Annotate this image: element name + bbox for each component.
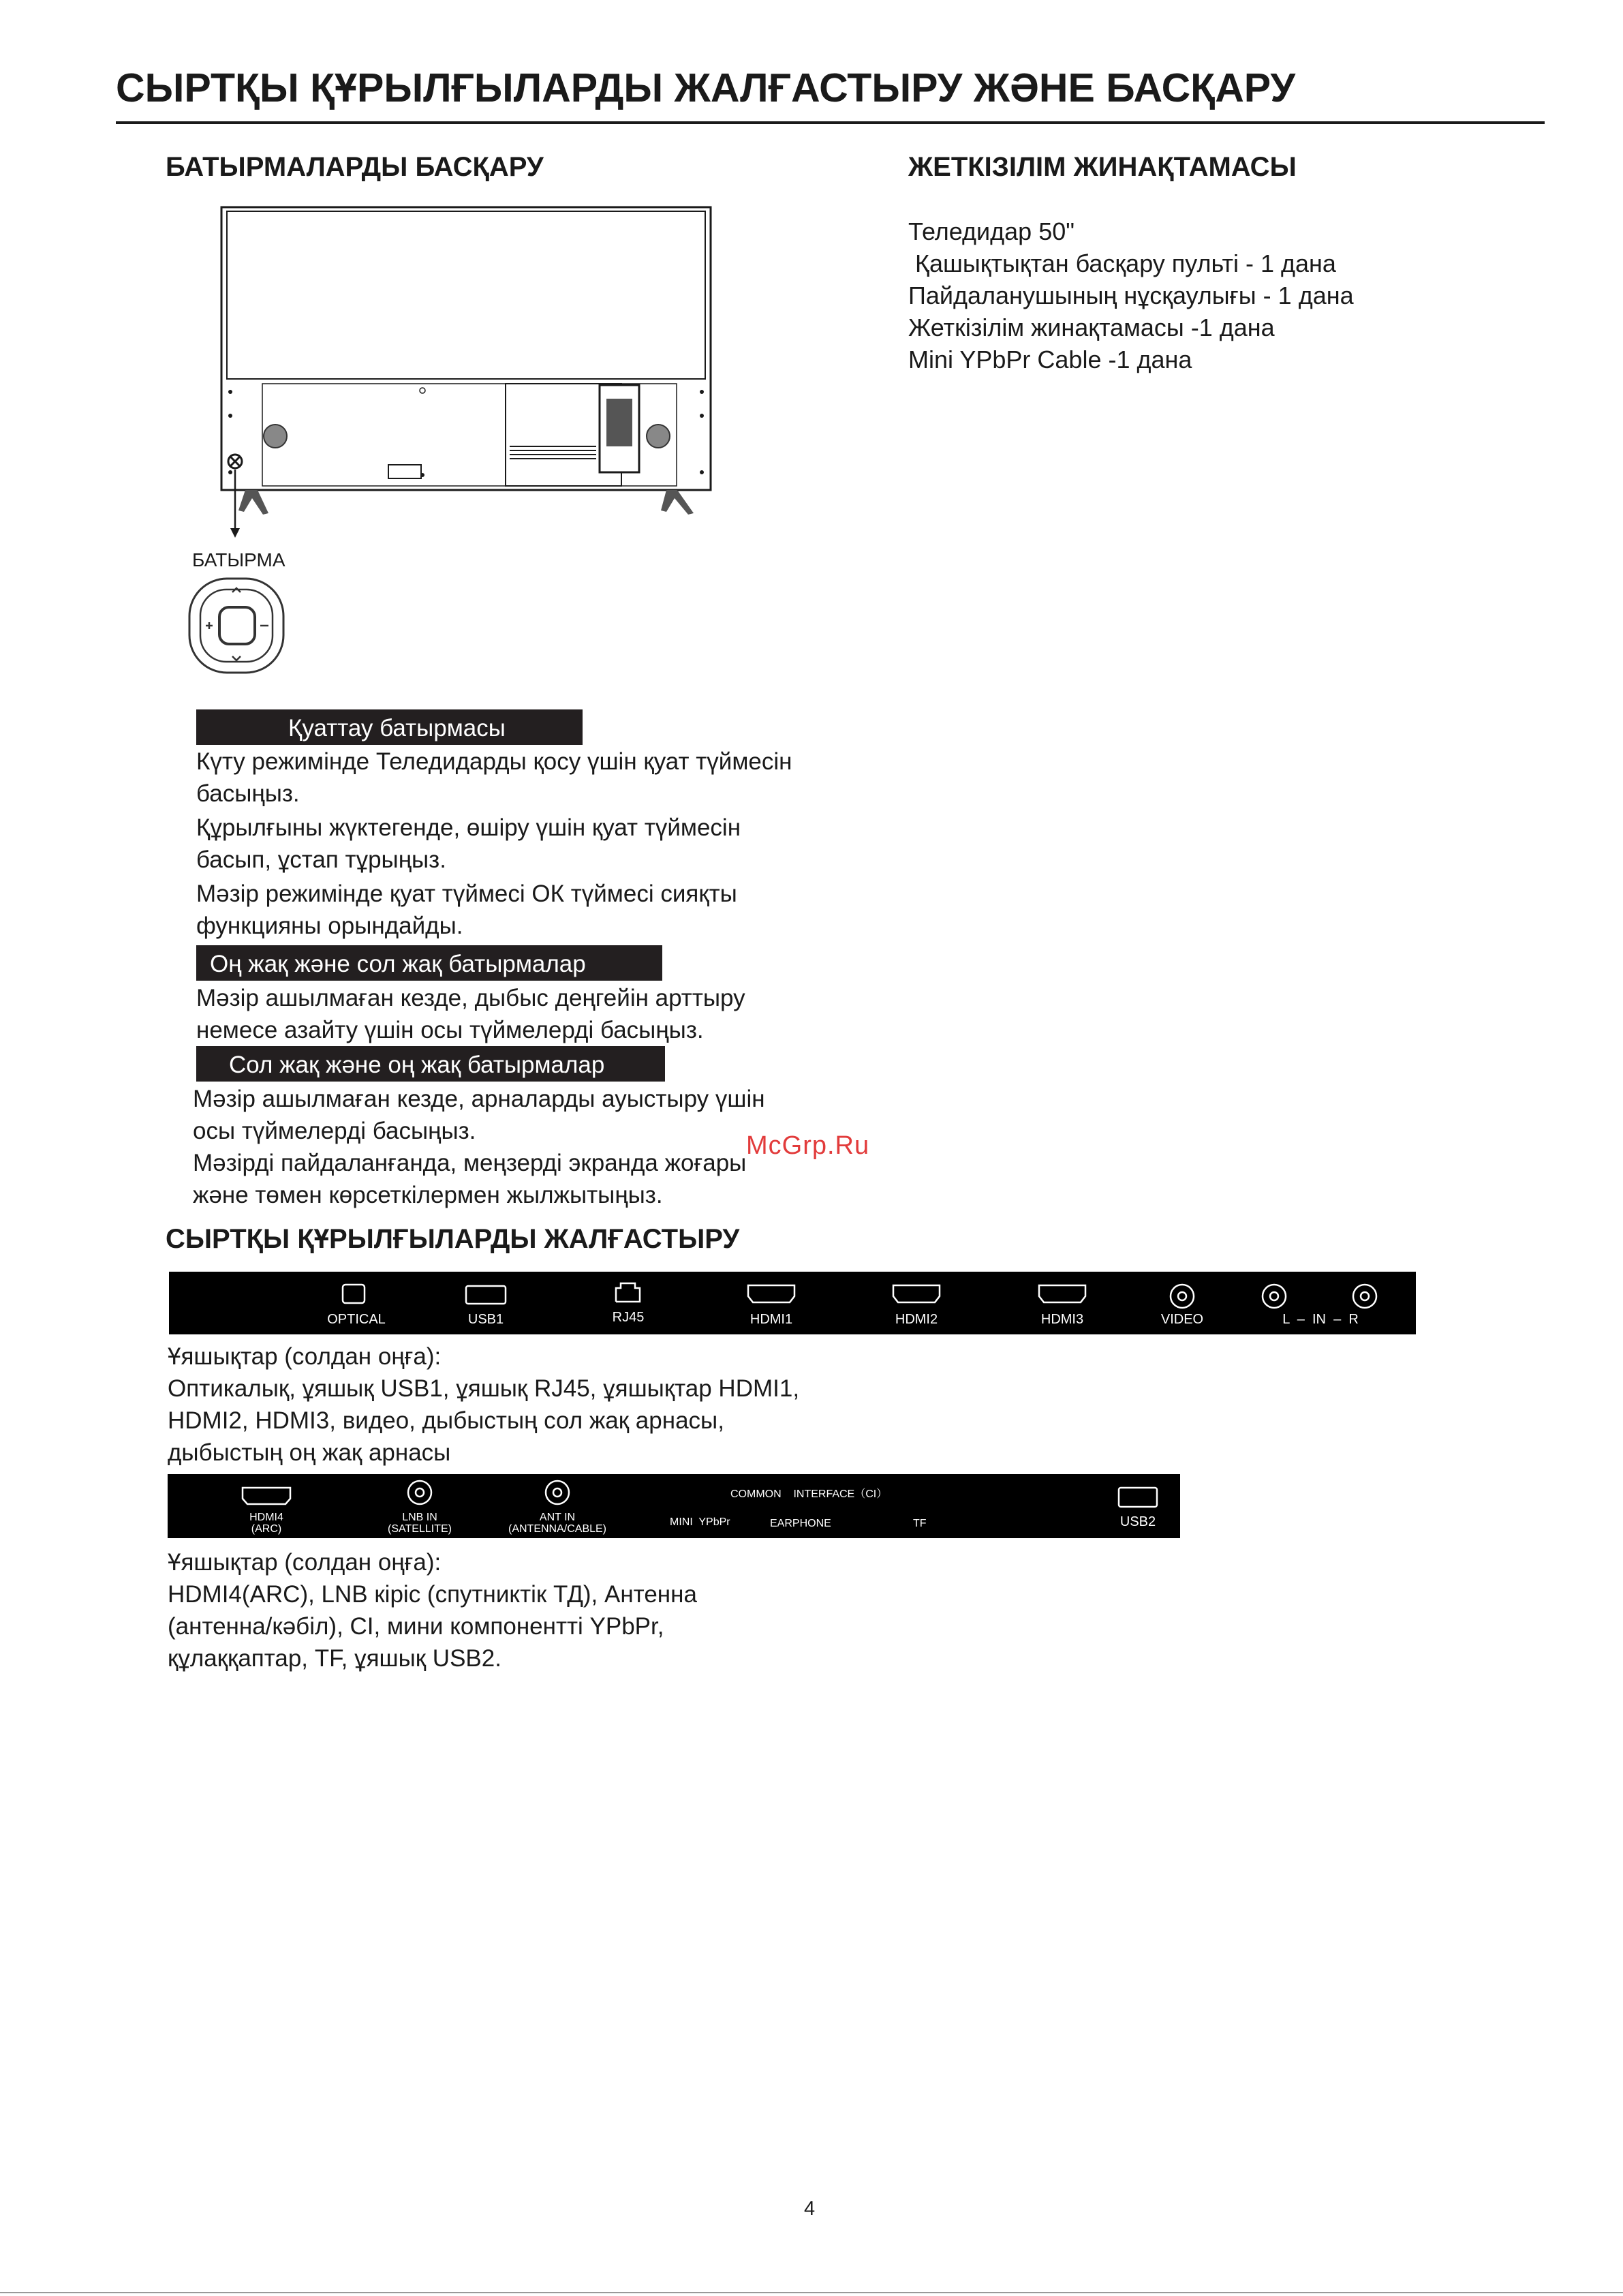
hdmi4-label-line2: (ARC) bbox=[251, 1523, 282, 1535]
left-right-desc-line4: және төмен көрсеткілермен жылжытыңыз. bbox=[193, 1182, 663, 1208]
panel1-desc-line1: Ұяшықтар (солдан оңға): bbox=[168, 1343, 442, 1370]
delivery-item: Қашықтықтан басқару пульті - 1 дана bbox=[908, 249, 1336, 277]
left-right-desc-line2: осы түймелерді басыңыз. bbox=[193, 1118, 476, 1144]
power-desc-3 bbox=[196, 878, 737, 942]
power-desc-3-line2: функцияны орындайды. bbox=[196, 913, 463, 939]
power-desc-1 bbox=[196, 746, 792, 810]
hdmi3-port-label: HDMI3 bbox=[1040, 1312, 1084, 1327]
hdmi4-port-label bbox=[232, 1512, 300, 1535]
left-right-buttons-heading bbox=[196, 1046, 665, 1082]
usb2-port-label: USB2 bbox=[1119, 1514, 1156, 1529]
mini-ypbpr-port-label: MINI YPbPr bbox=[670, 1516, 730, 1528]
panel1-desc-line2: Оптикалық, ұяшық USB1, ұяшық RJ45, ұяшықтар HDMI1, bbox=[168, 1375, 800, 1402]
button-caption: БАТЫРМА bbox=[192, 549, 285, 570]
delivery-list bbox=[908, 215, 1354, 376]
delivery-section-title: ЖЕТКІЗІЛІМ ЖИНАҚТАМАСЫ bbox=[908, 152, 1297, 182]
ant-label-line2: (ANTENNA/CABLE) bbox=[508, 1523, 607, 1535]
left-right-buttons-heading-text: Сол жақ және оң жақ батырмалар bbox=[229, 1052, 605, 1078]
tf-slot-label: TF bbox=[913, 1518, 927, 1529]
left-right-desc bbox=[193, 1083, 765, 1211]
power-button-heading bbox=[196, 709, 583, 745]
panel2-desc-line1: Ұяшықтар (солдан оңға): bbox=[168, 1549, 442, 1576]
lnb-label-line2: (SATELLITE) bbox=[388, 1523, 452, 1535]
joystick-button-icon bbox=[185, 575, 288, 677]
ant-in-port-label bbox=[499, 1512, 615, 1535]
ci-slot-label: COMMON INTERFACE（CI） bbox=[730, 1488, 888, 1500]
audio-in-port-label: L – IN – R bbox=[1282, 1312, 1359, 1327]
power-desc-3-line1: Мәзір режимінде қуат түймесі ОК түймесі сияқты bbox=[196, 881, 737, 907]
panel2-desc-line4: құлаққаптар, TF, ұяшық USB2. bbox=[168, 1645, 501, 1672]
panel2-description bbox=[168, 1546, 697, 1674]
left-right-desc-line1: Мәзір ашылмаған кезде, арналарды ауыстыру үшін bbox=[193, 1086, 765, 1112]
power-button-heading-text: Қуаттау батырмасы bbox=[288, 715, 506, 741]
rj45-port-label: RJ45 bbox=[612, 1310, 645, 1325]
power-desc-1-line2: басыңыз. bbox=[196, 780, 300, 807]
panel2-desc-line3: (антенна/кәбіл), CI, мини компонентті YPbPr, bbox=[168, 1613, 664, 1640]
right-left-desc-line1: Мәзір ашылмаған кезде, дыбыс деңгейін арттыру bbox=[196, 985, 745, 1011]
panel1-description bbox=[168, 1341, 799, 1469]
panel2-desc-line2: HDMI4(ARC), LNB кіріс (спутниктік ТД), Антенна bbox=[168, 1581, 697, 1608]
watermark: McGrp.Ru bbox=[746, 1131, 870, 1160]
side-port-icons bbox=[168, 1474, 1180, 1538]
side-port-panel bbox=[168, 1474, 1180, 1538]
delivery-item: Пайдаланушының нұсқаулығы - 1 дана bbox=[908, 281, 1354, 309]
left-right-desc-line3: Мәзірді пайдаланғанда, меңзерді экранда жоғары bbox=[193, 1150, 747, 1176]
bottom-edge-line bbox=[0, 2292, 1623, 2293]
right-left-buttons-heading bbox=[196, 945, 662, 981]
delivery-item: Жеткізілім жинақтамасы -1 дана bbox=[908, 313, 1275, 341]
power-desc-2-line2: басып, ұстап тұрыңыз. bbox=[196, 846, 446, 873]
buttons-section-title: БАТЫРМАЛАРДЫ БАСҚАРУ bbox=[166, 152, 544, 182]
page-title: СЫРТҚЫ ҚҰРЫЛҒЫЛАРДЫ ЖАЛҒАСТЫРУ ЖӘНЕ БАСҚАРУ bbox=[116, 65, 1296, 110]
lnb-label-line1: LNB IN bbox=[402, 1512, 437, 1523]
connect-section-title: СЫРТҚЫ ҚҰРЫЛҒЫЛАРДЫ ЖАЛҒАСТЫРУ bbox=[166, 1224, 740, 1254]
delivery-item: Mini YPbPr Cable -1 дана bbox=[908, 346, 1192, 373]
panel1-desc-line3: HDMI2, HDMI3, видео, дыбыстың сол жақ арнасы, bbox=[168, 1407, 724, 1434]
right-left-desc-line2: немесе азайту үшін осы түймелерді басыңыз. bbox=[196, 1017, 704, 1043]
power-desc-2-line1: Құрылғыны жүктегенде, өшіру үшін қуат түймесін bbox=[196, 814, 741, 841]
panel1-desc-line4: дыбыстың оң жақ арнасы bbox=[168, 1439, 451, 1466]
right-left-buttons-heading-text: Оң жақ және сол жақ батырмалар bbox=[210, 951, 586, 977]
power-desc-2 bbox=[196, 812, 741, 876]
tv-rear-diagram bbox=[184, 201, 736, 542]
lnb-in-port-label bbox=[375, 1512, 464, 1535]
hdmi4-label-line1: HDMI4 bbox=[249, 1512, 283, 1523]
hdmi1-port-label: HDMI1 bbox=[749, 1312, 793, 1327]
page-number: 4 bbox=[804, 2198, 816, 2220]
usb1-port-label: USB1 bbox=[467, 1312, 504, 1327]
rear-port-panel bbox=[169, 1272, 1416, 1334]
optical-port-label: OPTICAL bbox=[327, 1312, 386, 1327]
power-desc-1-line1: Күту режимінде Теледидарды қосу үшін қуат түймесін bbox=[196, 748, 792, 775]
right-left-desc bbox=[196, 982, 745, 1046]
ant-label-line1: ANT IN bbox=[539, 1512, 576, 1523]
hdmi2-port-label: HDMI2 bbox=[895, 1312, 938, 1327]
video-port-label: VIDEO bbox=[1160, 1312, 1204, 1327]
earphone-port-label: EARPHONE bbox=[770, 1518, 831, 1529]
delivery-item: Теледидар 50" bbox=[908, 217, 1075, 245]
title-divider bbox=[116, 121, 1545, 124]
